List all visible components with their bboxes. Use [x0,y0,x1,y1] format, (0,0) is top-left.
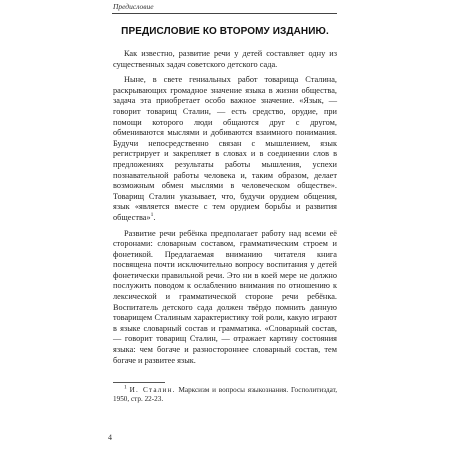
footnote-mark: 1 [124,384,127,391]
chapter-title: ПРЕДИСЛОВИЕ КО ВТОРОМУ ИЗДАНИЮ. [121,26,329,37]
running-head: Предисловие [113,2,154,11]
paragraph-1-text: Как известно, развитие речи у детей составляет одну из существенных задач советского детского сада. [113,49,337,69]
paragraph-3-text: Развитие речи ребёнка предполагает работу над всеми её сторонами: словарным составом, грамматическим строем и фонетикой. Предлагаемая вниманию читателя книга посвящена почти исключительно вопросу воспитания у детей фонетически правильной речи. Это ни в коей мере не должно послужить поводом к ослаблению внимания по отношению к лексической и грамматической стороне речи ребёнка. Воспитатель детского сада должен твёрдо помнить данную товарищем Сталиным характеристику той роли, какую играют в языке словарный состав и грамматика. «Словарный состав, — говорит товарищ Сталин, — отражает картину состояния языка: чем богаче и разностороннее словарный состав, тем богаче и развитее язык. [113,228,337,365]
header-rule [112,13,337,14]
paragraph-2 [113,75,337,223]
page-body [113,26,337,371]
footnote-ref: 1 [150,212,154,219]
paragraph-2-text: Ныне, в свете гениальных работ товарища Сталина, раскрывающих громадное значение языка в жизни общества, задача эта приобретает особо важное значение. «Язык, — говорит товарищ Сталин, — есть средство, орудие, при помощи которого люди общаются друг с другом, обмениваются мыслями и добиваются взаимного понимания. Будучи непосредственно связан с мышлением, язык регистрирует и закрепляет в словах и в соединении слов в предложениях результаты работы мышления, успехи познавательной работы человека и, таким образом, делает возможным обмен мыслями в человеческом обществе». Товарищ Сталин указывает, что, будучи орудием общения, язык «является вместе с тем орудием борьбы и развития общества» [113,75,337,222]
paragraph-1 [113,49,337,70]
paragraph-2-tail: . [153,212,156,222]
page-number: 4 [108,433,112,442]
footnote-rule [113,382,165,383]
paragraph-3 [113,229,337,367]
footnote-text: Марксизм и вопросы языкознания. Госполитиздат, 1950, стр. 22-23. [113,386,337,404]
footnote [113,386,337,405]
footnote-author: И. Сталин. [129,386,176,394]
